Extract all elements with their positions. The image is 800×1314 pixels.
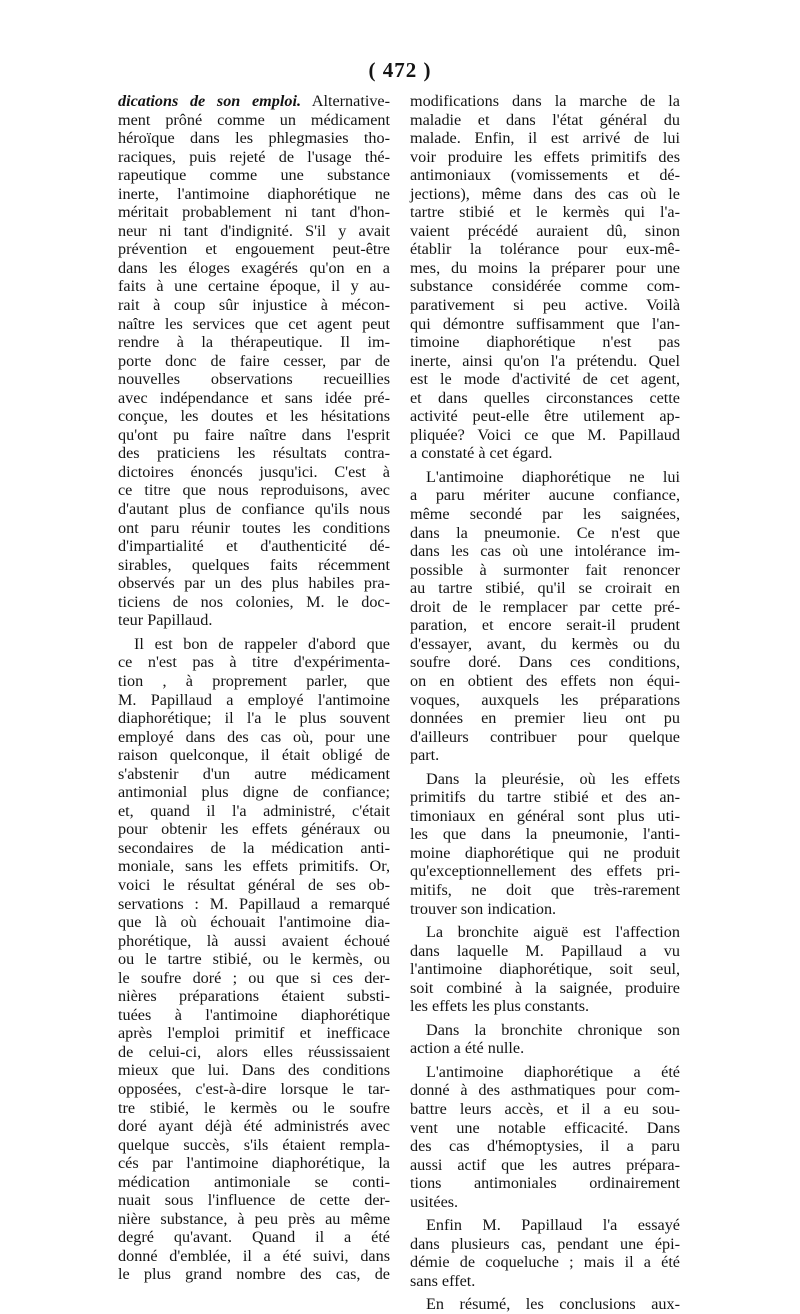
text-line: d'ailleurs contribuer pour quelque [410,727,680,746]
text-line: méritait probablement ni tant d'hon- [118,203,390,222]
text-fragment: Alternative- [301,92,390,110]
text-line: ce n'est pas à titre d'expérimenta- [118,653,390,672]
text-line: après l'emploi primitif et inefficace [118,1024,390,1043]
text-line: prévention et engouement peut-être [118,240,390,259]
text-line: ticiens de nos colonies, M. le doc- [118,592,390,611]
text-line: d'autant plus de confiance qu'ils nous [118,500,390,519]
text-line: a constaté à cet égard. [410,444,553,463]
text-line: établir la tolérance pour eux-mê- [410,240,680,259]
text-line: aussi actif que les autres prépara- [410,1155,680,1174]
text-line: substance considérée comme com- [410,277,680,296]
text-line: L'antimoine diaphorétique a été [426,1062,680,1081]
text-line: rait à coup sûr injustice à mécon- [118,296,390,315]
text-line: a paru mériter aucune confiance, [410,486,680,505]
italic-heading-fragment: dications de son emploi. [118,92,301,110]
text-line: on en obtient des effets non équi- [410,671,680,690]
text-line: trouver son indication. [410,899,557,918]
text-line: timoine diaphorétique n'est pas [410,333,680,352]
right-text-column [410,92,680,1314]
text-line: mitifs, ne doit que très-rarement [410,880,680,899]
text-line: nière substance, à peu près au même [118,1209,390,1228]
text-line: cés par l'antimoine diaphorétique, la [118,1154,390,1173]
text-line: inerte, l'antimoine diaphorétique ne [118,184,390,203]
text-line: l'antimoine diaphorétique, soit seul, [410,960,680,979]
text-line: tuées à l'antimoine diaphorétique [118,1005,390,1024]
text-line: pour obtenir les effets généraux ou [118,820,390,839]
text-line: La bronchite aiguë est l'affection [426,923,680,942]
text-line: et dans quelles circonstances cette [410,388,680,407]
text-line: rendre à la thérapeutique. Il im- [118,333,390,352]
text-line: secondaires de la médication anti- [118,838,390,857]
text-line: voques, auxquels les préparations [410,690,680,709]
text-line: dictoires énoncés jusqu'ici. C'est à [118,462,390,481]
text-line: des praticiens les résultats contra- [118,444,390,463]
text-line: qu'ont pu faire naître dans l'esprit [118,425,390,444]
text-line: quelque succès, s'ils étaient rempla- [118,1135,390,1154]
text-line: voir produire les effets primitifs des [410,147,680,166]
text-line: voici le résultat général de ses ob- [118,875,390,894]
text-line: paration, et encore serait-il prudent [410,616,680,635]
text-line [118,92,390,111]
text-line: nières préparations étaient substi- [118,987,390,1006]
text-line: donné à des asthmatiques pour com- [410,1081,680,1100]
text-line: donné d'emblée, il a été suivi, dans [118,1246,390,1265]
text-line: nuait sous l'influence de cette der- [118,1191,390,1210]
text-line: dans les cas où une intolérance im- [410,542,680,561]
text-line: Dans la bronchite chronique son [426,1020,680,1039]
text-line: sirables, quelques faits récemment [118,555,390,574]
text-line: tion , à proprement parler, que [118,671,390,690]
text-line: d'impartialité et d'authenticité dé- [118,537,390,556]
text-line: tions antimoniales ordinairement [410,1174,680,1193]
text-line: Il est bon de rappeler d'abord que [134,634,390,653]
text-line: s'abstenir d'un autre médicament [118,764,390,783]
text-line: degré qu'avant. Quand il a été [118,1228,390,1247]
text-line: droit de le remplacer par cette pré- [410,597,680,616]
text-line: inerte, ainsi qu'on l'a prétendu. Quel [410,351,680,370]
text-line: dans plusieurs cas, pendant une épi- [410,1234,680,1253]
text-line: mieux que lui. Dans des conditions [118,1061,390,1080]
text-line: Enfin M. Papillaud l'a essayé [426,1216,680,1235]
text-line: activité peut-elle être utilement ap- [410,407,680,426]
text-line: ce titre que nous reproduisons, avec [118,481,390,500]
text-line: neur ni tant d'indignité. S'il y avait [118,221,390,240]
text-line: le plus grand nombre des cas, de [118,1265,390,1284]
text-line: dans les éloges exagérés qu'on en a [118,258,390,277]
text-line: est le mode d'activité de cet agent, [410,370,680,389]
text-line: vaient précédé auraient dû, sinon [410,221,680,240]
text-line: des cas d'hémoptysies, il a paru [410,1137,680,1156]
text-line: ou le tartre stibié, ou le kermès, ou [118,950,390,969]
text-line: moniale, sans les effets primitifs. Or, [118,857,390,876]
text-line: moine diaphorétique qui ne produit [410,843,680,862]
text-line: pliquée? Voici ce que M. Papillaud [410,425,680,444]
text-line: soufre doré. Dans ces conditions, [410,653,680,672]
text-line: possible à surmonter fait renoncer [410,560,680,579]
page-number: ( 472 ) [368,58,432,82]
text-line: antimoniaux (vomissements et dé- [410,166,680,185]
text-line: M. Papillaud a employé l'antimoine [118,690,390,709]
text-line: qu'exceptionnellement des effets pri- [410,862,680,881]
text-line: dans la pneumonie. Ce n'est que [410,523,680,542]
text-line: et, quand il l'a administré, c'était [118,801,390,820]
text-line: primitifs du tartre stibié et des an- [410,788,680,807]
text-line: usitées. [410,1192,459,1211]
text-line: jections), même dans des cas où le [410,184,680,203]
text-line: médication antimoniale se conti- [118,1172,390,1191]
text-line: servations : M. Papillaud a remarqué [118,894,390,913]
text-line: opposées, c'est-à-dire lorsque le tar- [118,1079,390,1098]
text-line: battre leurs accès, et il a eu sou- [410,1099,680,1118]
text-line: antimonial plus digne de confiance; [118,783,390,802]
text-line: nouvelles observations recueillies [118,370,390,389]
text-line: parativement si peu active. Voilà [410,296,680,315]
text-line: timoniaux en général sont plus uti- [410,806,680,825]
text-line: tartre stibié et le kermès qui l'a- [410,203,680,222]
text-line: action a été nulle. [410,1039,525,1058]
text-line: mes, du moins la préparer pour une [410,258,680,277]
text-line: démie de coqueluche ; mais il a été [410,1253,680,1272]
text-line: le soufre doré ; ou que si ces der- [118,968,390,987]
text-line: au tartre stibié, qu'il se croirait en [410,579,680,598]
text-line: les effets les plus constants. [410,997,590,1016]
text-line: de celui-ci, alors elles réussissaient [118,1042,390,1061]
text-line: observés par un des plus habiles pra- [118,574,390,593]
text-line: données en premier lieu ont pu [410,709,680,728]
text-line: même secondé par les saignées, [410,505,680,524]
text-line: modifications dans la marche de la [410,92,680,110]
text-line: vent une notable efficacité. Dans [410,1118,680,1137]
text-line: raison quelconque, il était obligé de [118,746,390,765]
text-line: héroïque dans les phlegmasies tho- [118,129,390,148]
text-line: malade. Enfin, il est arrivé de lui [410,129,680,148]
text-line: conçue, les doutes et les hésitations [118,407,390,426]
text-line: d'essayer, avant, du kermès ou du [410,634,680,653]
text-line: naître les services que cet agent peut [118,314,390,333]
text-line: En résumé, les conclusions aux- [426,1295,680,1314]
text-line: doré ayant déjà été administrés avec [118,1117,390,1136]
left-text-column [118,92,390,1284]
text-line: ont paru réunir toutes les conditions [118,518,390,537]
text-line: employé dans des cas où, pour une [118,727,390,746]
text-line: dans laquelle M. Papillaud a vu [410,941,680,960]
text-line: rapeutique comme une substance [118,166,390,185]
text-line: faits à une certaine époque, il y au- [118,277,390,296]
text-line: les que dans la pneumonie, l'anti- [410,825,680,844]
text-line: diaphorétique; il l'a le plus souvent [118,709,390,728]
text-line: raciques, puis rejeté de l'usage thé- [118,147,390,166]
text-line: avec indépendance et sans idée pré- [118,388,390,407]
text-line: porte donc de faire cesser, par de [118,351,390,370]
text-line: que là où échouait l'antimoine dia- [118,913,390,932]
text-line: tre stibié, le kermès ou le soufre [118,1098,390,1117]
text-line: part. [410,746,440,765]
text-line: phorétique, là aussi avaient échoué [118,931,390,950]
text-line: ment prôné comme un médicament [118,110,390,129]
text-line: qui démontre suffisamment que l'an- [410,314,680,333]
text-line: maladie et dans l'état général du [410,110,680,129]
text-line: soit combiné à la saignée, produire [410,978,680,997]
text-line: teur Papillaud. [118,611,213,630]
text-line: sans effet. [410,1271,476,1290]
text-line: L'antimoine diaphorétique ne lui [426,467,680,486]
text-line: Dans la pleurésie, où les effets [426,769,680,788]
